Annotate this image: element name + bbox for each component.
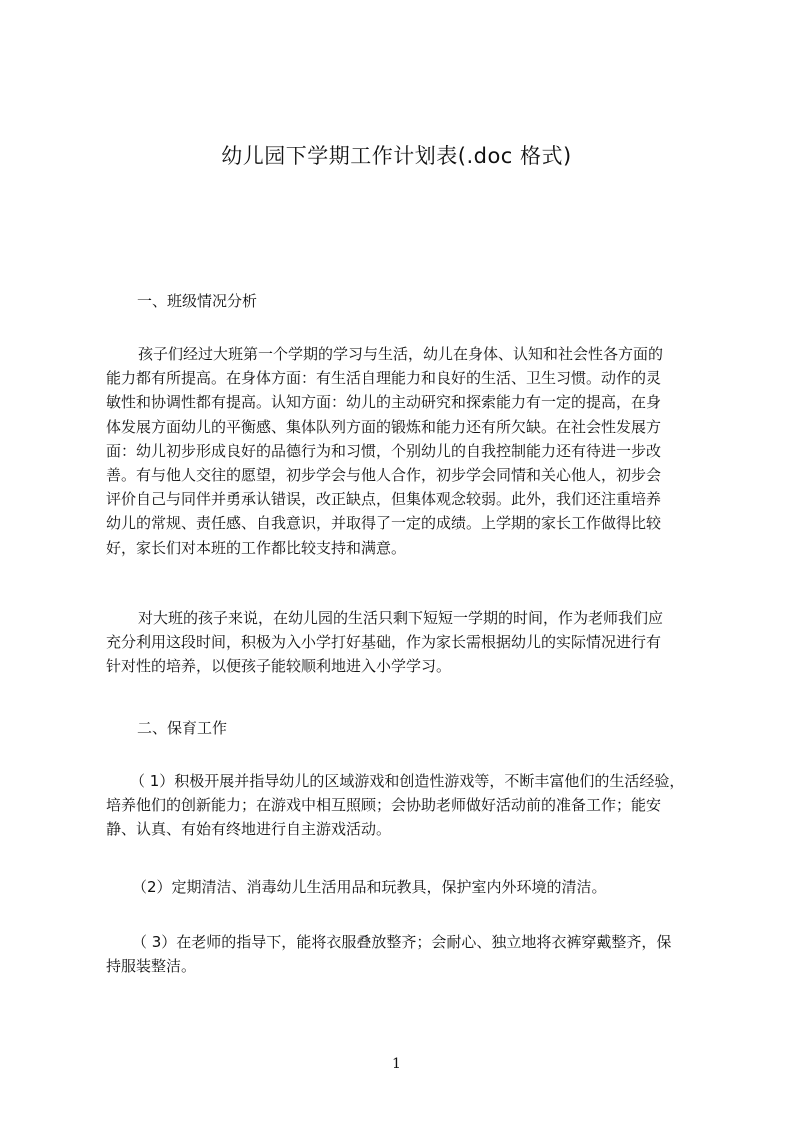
page-number: 1 <box>392 1056 401 1072</box>
paragraph-line: 持服装整洁。 <box>106 957 197 976</box>
paragraph-class-analysis <box>106 342 718 560</box>
paragraph-line: 静、认真、有始有终地进行自主游戏活动。 <box>106 820 392 839</box>
paragraph-final-semester <box>106 606 718 679</box>
paragraph-line: （ 1）积极开展并指导幼儿的区域游戏和创造性游戏等，不断丰富他们的生活经验， <box>130 772 685 790</box>
paragraph-line: 敏性和协调性都有提高。认知方面：幼儿的主动研究和探索能力有一定的提高，在身 <box>106 393 662 412</box>
paragraph-line: 好，家长们对本班的工作都比较支持和满意。 <box>106 538 407 557</box>
section-heading-class-analysis: 一、班级情况分析 <box>137 292 258 310</box>
paragraph-line: 孩子们经过大班第一个学期的学习与生活，幼儿在身体、认知和社会性各方面的 <box>138 345 664 363</box>
paragraph-line: 充分利用这段时间，积极为入小学打好基础，作为家长需根据幼儿的实际情况进行有 <box>106 633 662 652</box>
paragraph-line: 善。有与他人交往的愿望，初步学会与他人合作，初步学会同情和关心他人，初步会 <box>106 466 662 485</box>
paragraph-line: （2）定期清洁、消毒幼儿生活用品和玩教具，保护室内外环境的清洁。 <box>132 878 607 896</box>
paragraph-line: 培养他们的创新能力；在游戏中相互照顾；会协助老师做好活动前的准备工作；能安 <box>106 796 662 815</box>
paragraph-line: 对大班的孩子来说，在幼儿园的生活只剩下短短一学期的时间，作为老师我们应 <box>138 609 664 627</box>
document-title: 幼儿园下学期工作计划表(.doc 格式) <box>221 144 572 168</box>
paragraph-line: 能力都有所提高。在身体方面：有生活自理能力和良好的生活、卫生习惯。动作的灵 <box>106 369 662 388</box>
paragraph-line: 针对性的培养，以便孩子能较顺利地进入小学学习。 <box>106 657 452 676</box>
paragraph-line: 面：幼儿初步形成良好的品德行为和习惯，个别幼儿的自我控制能力还有待进一步改 <box>106 441 662 460</box>
paragraph-care-item-2 <box>106 875 718 899</box>
paragraph-care-item-1 <box>106 769 718 842</box>
section-heading-care-work: 二、保育工作 <box>137 719 228 737</box>
paragraph-line: 体发展方面幼儿的平衡感、集体队列方面的锻炼和能力还有所欠缺。在社会性发展方 <box>106 417 662 436</box>
paragraph-line: 评价自己与同伴并勇承认错误，改正缺点，但集体观念较弱。此外，我们还注重培养 <box>106 490 662 509</box>
paragraph-care-item-3 <box>106 930 718 978</box>
paragraph-line: （ 3）在老师的指导下，能将衣服叠放整齐；会耐心、独立地将衣裤穿戴整齐，保 <box>132 933 672 951</box>
paragraph-line: 幼儿的常规、责任感、自我意识，并取得了一定的成绩。上学期的家长工作做得比较 <box>106 514 662 533</box>
